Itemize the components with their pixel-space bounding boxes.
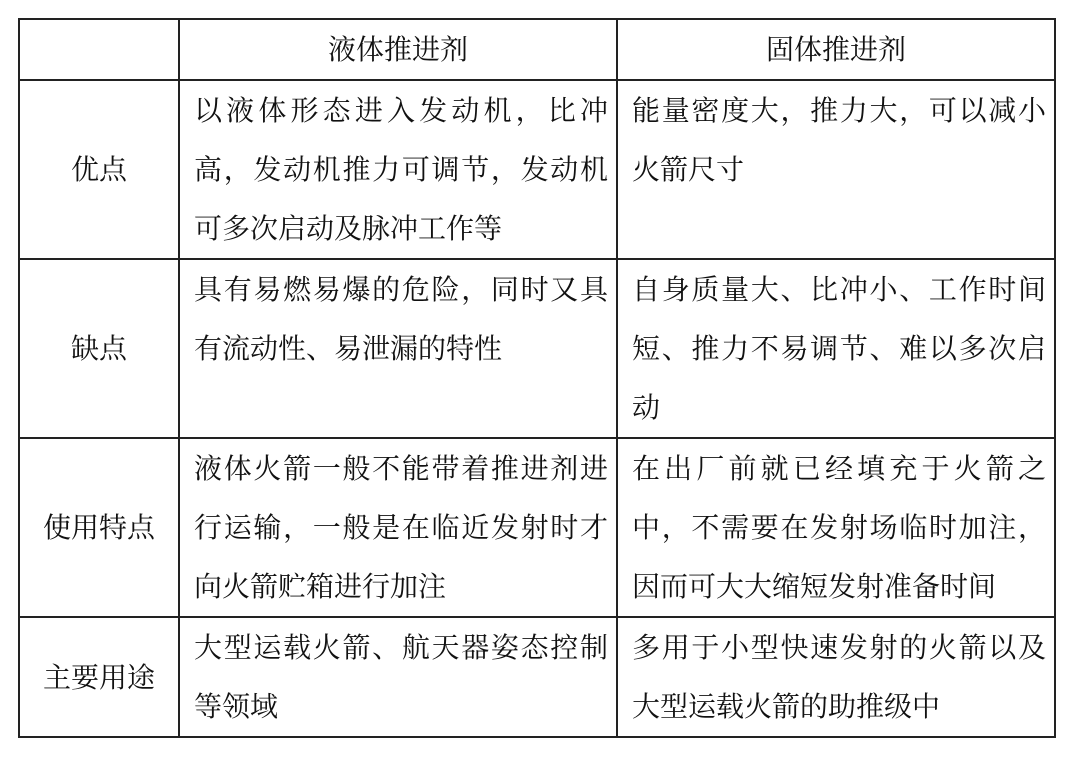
column-header-solid: 固体推进剂 xyxy=(617,19,1055,80)
cell-liquid-main-uses: 大型运载火箭、航天器姿态控制等领域 xyxy=(179,617,617,737)
row-label-disadvantages: 缺点 xyxy=(19,259,179,438)
propellant-comparison-table xyxy=(18,18,1056,738)
row-label-advantages: 优点 xyxy=(19,80,179,259)
cell-liquid-disadvantages: 具有易燃易爆的危险，同时又具有流动性、易泄漏的特性 xyxy=(179,259,617,438)
cell-solid-usage-features: 在出厂前就已经填充于火箭之中，不需要在发射场临时加注，因而可大大缩短发射准备时间 xyxy=(617,438,1055,617)
cell-solid-main-uses: 多用于小型快速发射的火箭以及大型运载火箭的助推级中 xyxy=(617,617,1055,737)
cell-liquid-advantages: 以液体形态进入发动机，比冲高，发动机推力可调节，发动机可多次启动及脉冲工作等 xyxy=(179,80,617,259)
row-label-usage-features: 使用特点 xyxy=(19,438,179,617)
table-row-main-uses xyxy=(19,617,1055,737)
cell-solid-disadvantages: 自身质量大、比冲小、工作时间短、推力不易调节、难以多次启动 xyxy=(617,259,1055,438)
table-row-advantages xyxy=(19,80,1055,259)
cell-liquid-usage-features: 液体火箭一般不能带着推进剂进行运输，一般是在临近发射时才向火箭贮箱进行加注 xyxy=(179,438,617,617)
corner-cell xyxy=(19,19,179,80)
cell-solid-advantages: 能量密度大，推力大，可以减小火箭尺寸 xyxy=(617,80,1055,259)
column-header-liquid: 液体推进剂 xyxy=(179,19,617,80)
row-label-main-uses: 主要用途 xyxy=(19,617,179,737)
table-row-disadvantages xyxy=(19,259,1055,438)
table-header-row xyxy=(19,19,1055,80)
table-row-usage-features xyxy=(19,438,1055,617)
